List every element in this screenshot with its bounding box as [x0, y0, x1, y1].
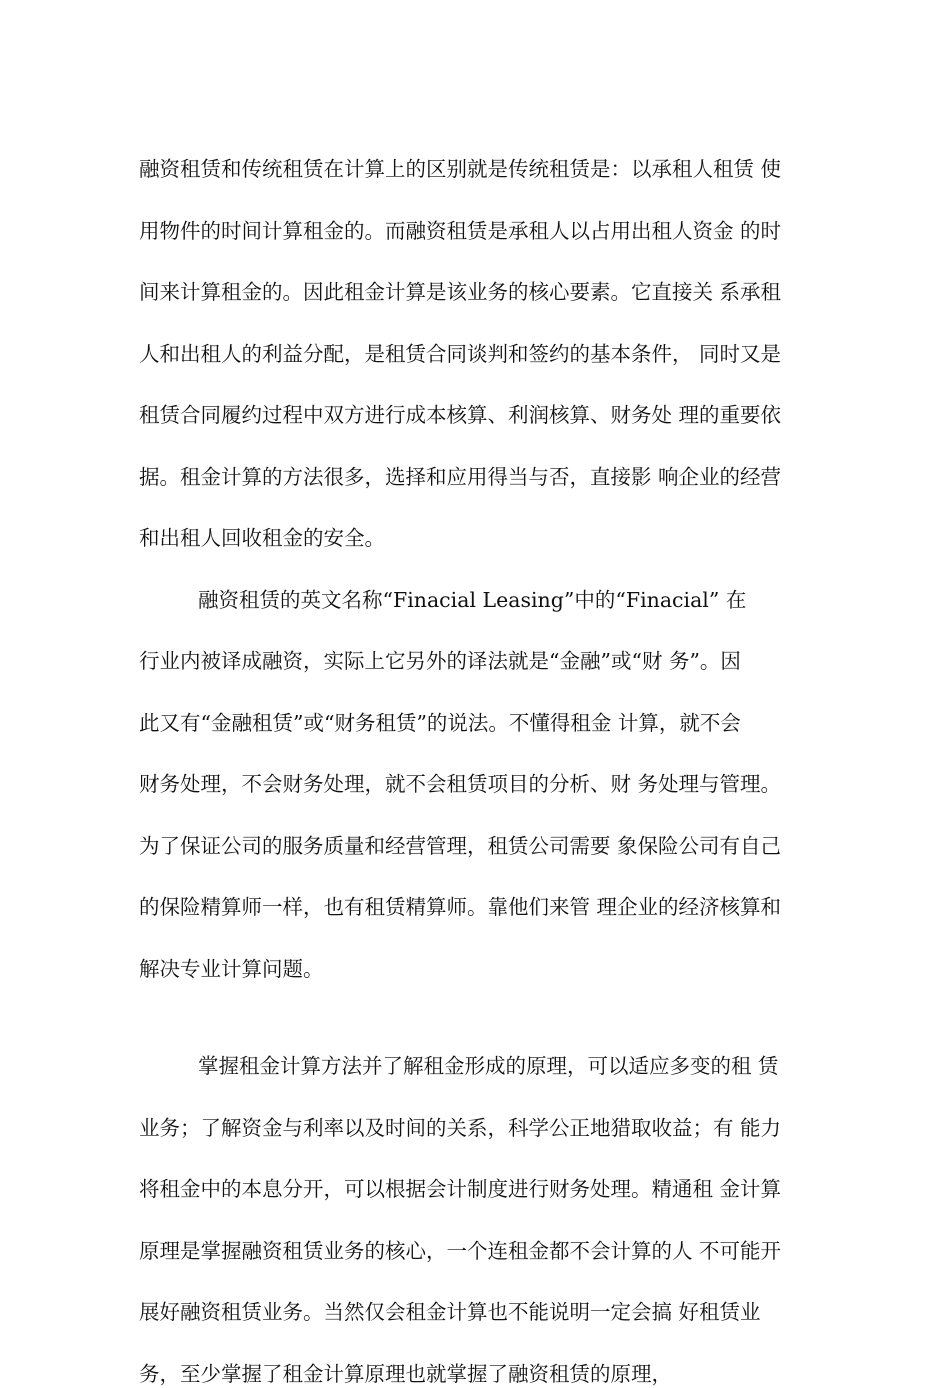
paragraph-3-line-6: 务，至少掌握了租金计算原理也就掌握了融资租赁的原理， — [139, 1362, 672, 1386]
paragraph-1-line-5: 租赁合同履约过程中双方进行成本核算、利润核算、财务处 理的重要依 — [139, 403, 782, 427]
paragraph-2-line-7: 解决专业计算问题。 — [139, 957, 324, 981]
paragraph-2-line-6: 的保险精算师一样，也有租赁精算师。靠他们来管 理企业的经济核算和 — [139, 895, 782, 919]
paragraph-1-line-4: 人和出租人的利益分配，是租赁合同谈判和签约的基本条件， 同时又是 — [139, 342, 782, 366]
paragraph-2-line-3: 此又有“金融租赁”或“财务租赁”的说法。不懂得租金 计算，就不会 — [139, 711, 741, 735]
paragraph-1-line-7: 和出租人回收租金的安全。 — [139, 526, 385, 550]
paragraph-2-line-1: 融资租赁的英文名称“Finacial Leasing”中的“Finacial” 在 — [198, 588, 747, 612]
paragraph-1-line-6: 据。租金计算的方法很多，选择和应用得当与否，直接影 响企业的经营 — [139, 465, 782, 489]
paragraph-3-line-2: 业务；了解资金与利率以及时间的关系，科学公正地猎取收益；有 能力 — [139, 1116, 782, 1140]
paragraph-2-line-2: 行业内被译成融资，实际上它另外的译法就是“金融”或“财 务”。因 — [139, 649, 741, 673]
paragraph-1-line-3: 间来计算租金的。因此租金计算是该业务的核心要素。它直接关 系承租 — [139, 280, 782, 304]
paragraph-1-line-1: 融资租赁和传统租赁在计算上的区别就是传统租赁是：以承租人租赁 使 — [139, 157, 782, 181]
paragraph-2-line-5: 为了保证公司的服务质量和经营管理，租赁公司需要 象保险公司有自己 — [139, 834, 782, 858]
paragraph-1-line-2: 用物件的时间计算租金的。而融资租赁是承租人以占用出租人资金 的时 — [139, 219, 782, 243]
paragraph-2-line-4: 财务处理，不会财务处理，就不会租赁项目的分析、财 务处理与管理。 — [139, 772, 782, 796]
paragraph-3-line-5: 展好融资租赁业务。当然仅会租金计算也不能说明一定会搞 好租赁业 — [139, 1300, 761, 1324]
paragraph-3-line-1: 掌握租金计算方法并了解租金形成的原理，可以适应多变的租 赁 — [198, 1054, 779, 1078]
paragraph-3-line-3: 将租金中的本息分开，可以根据会计制度进行财务处理。精通租 金计算 — [139, 1177, 782, 1201]
paragraph-3-line-4: 原理是掌握融资租赁业务的核心，一个连租金都不会计算的人 不可能开 — [139, 1239, 782, 1263]
